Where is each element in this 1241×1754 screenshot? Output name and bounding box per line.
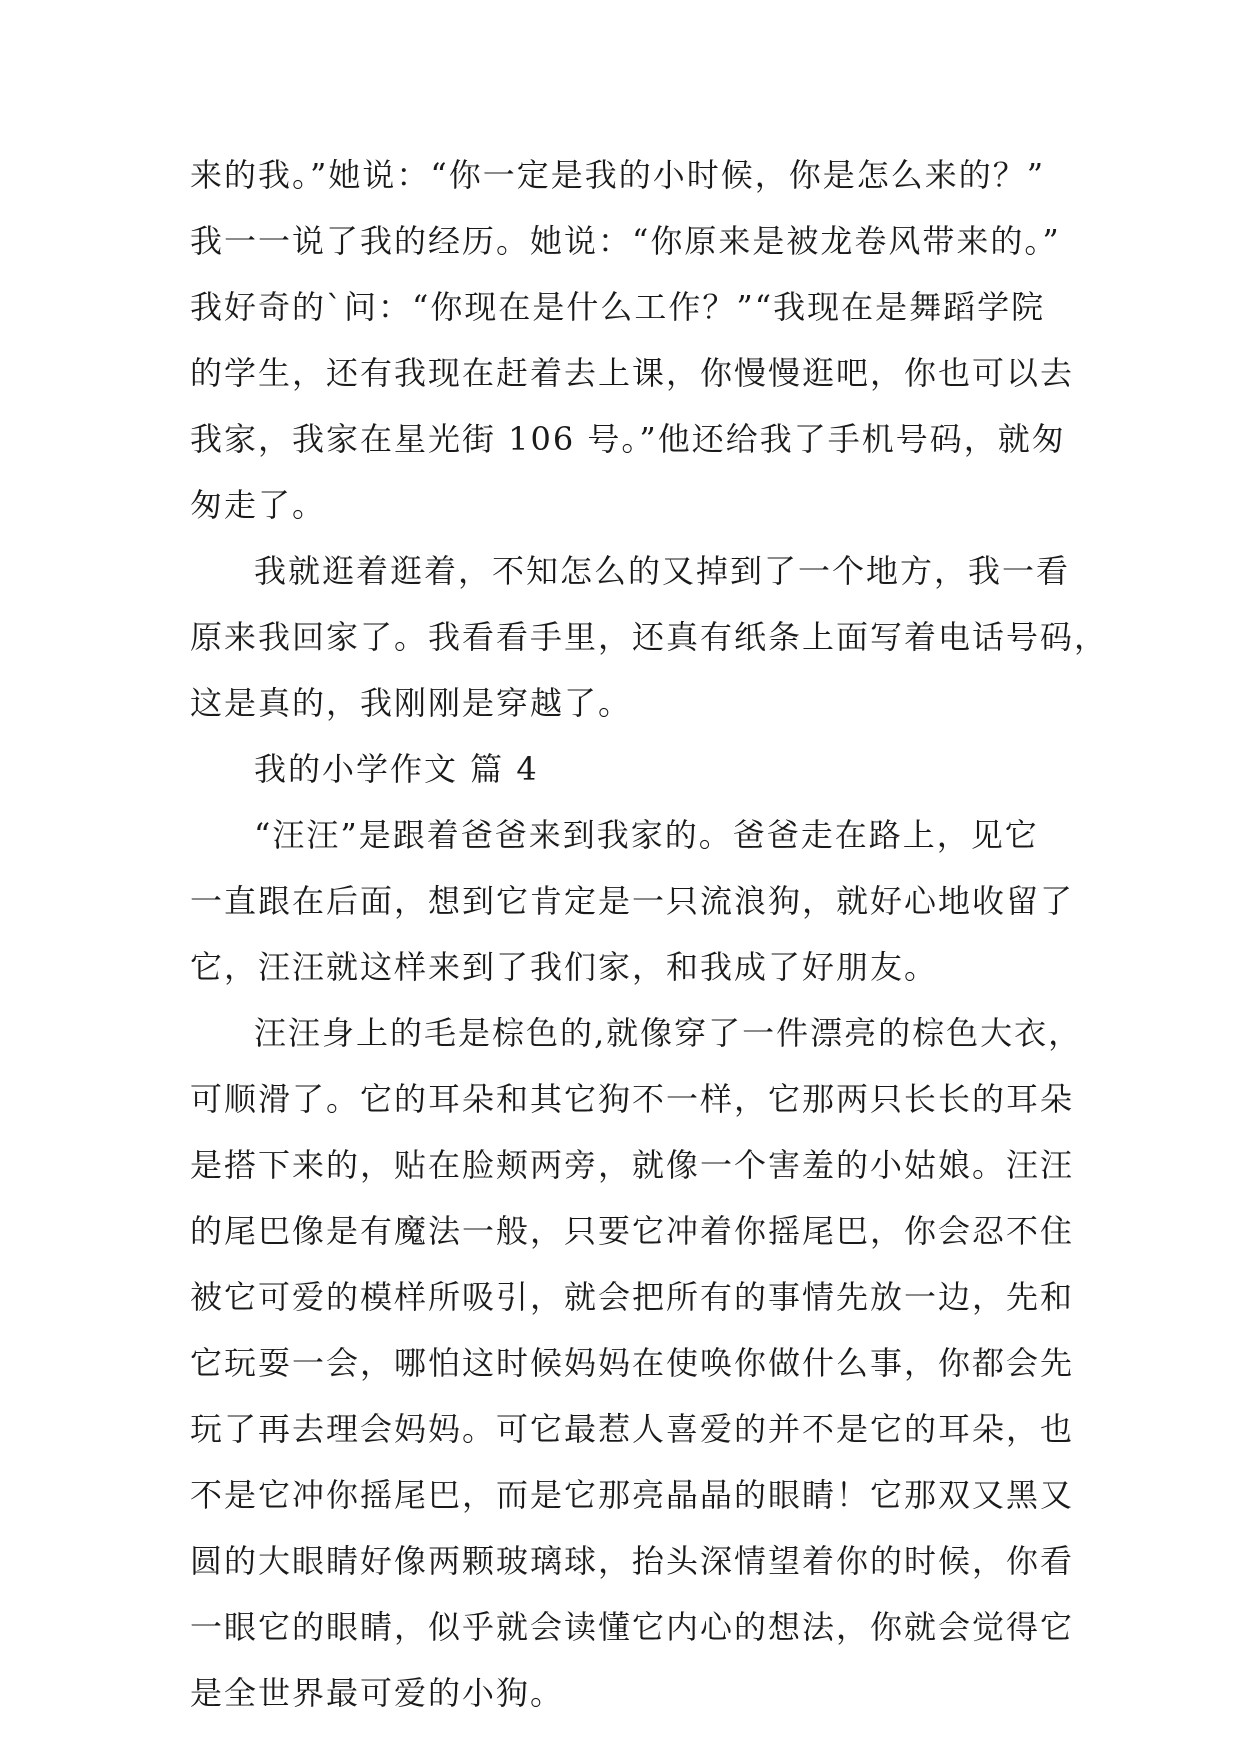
text-line: 原来我回家了。我看看手里，还真有纸条上面写着电话号码， bbox=[190, 618, 1109, 656]
text-line: 匆走了。 bbox=[190, 486, 327, 524]
text-line: 不是它冲你摇尾巴，而是它那亮晶晶的眼睛！它那双又黑又 bbox=[190, 1476, 1075, 1514]
paragraph-start-line: 我就逛着逛着，不知怎么的又掉到了一个地方，我一看 bbox=[254, 552, 1071, 590]
text-line: 一直跟在后面，想到它肯定是一只流浪狗，就好心地收留了 bbox=[190, 882, 1075, 920]
text-line: 我好奇的`问：“你现在是什么工作？”“我现在是舞蹈学院 bbox=[190, 288, 1046, 326]
text-line: 来的我。”她说：“你一定是我的小时候，你是怎么来的？” bbox=[190, 156, 1046, 194]
document-body bbox=[190, 142, 1109, 1726]
text-line: 被它可爱的模样所吸引，就会把所有的事情先放一边，先和 bbox=[190, 1278, 1075, 1316]
text-line: 的尾巴像是有魔法一般，只要它冲着你摇尾巴，你会忍不住 bbox=[190, 1212, 1075, 1250]
text-line: 它，汪汪就这样来到了我们家，和我成了好朋友。 bbox=[190, 948, 939, 986]
paragraph-start-line: 汪汪身上的毛是棕色的,就像穿了一件漂亮的棕色大衣， bbox=[254, 1014, 1083, 1052]
text-line: 一眼它的眼睛，似乎就会读懂它内心的想法，你就会觉得它 bbox=[190, 1608, 1075, 1646]
text-line: 它玩耍一会，哪怕这时候妈妈在使唤你做什么事，你都会先 bbox=[190, 1344, 1075, 1382]
paragraph-start-line: “汪汪”是跟着爸爸来到我家的。爸爸走在路上，见它 bbox=[254, 816, 1039, 854]
text-line: 这是真的，我刚刚是穿越了。 bbox=[190, 684, 633, 722]
text-line: 圆的大眼睛好像两颗玻璃球，抬头深情望着你的时候，你看 bbox=[190, 1542, 1075, 1580]
section-heading: 我的小学作文 篇 4 bbox=[254, 750, 539, 788]
text-line: 我家，我家在星光街 106 号。”他还给我了手机号码，就匆 bbox=[190, 420, 1066, 458]
text-line: 玩了再去理会妈妈。可它最惹人喜爱的并不是它的耳朵，也 bbox=[190, 1410, 1075, 1448]
text-line: 我一一说了我的经历。她说：“你原来是被龙卷风带来的。” bbox=[190, 222, 1061, 260]
text-line: 的学生，还有我现在赶着去上课，你慢慢逛吧，你也可以去 bbox=[190, 354, 1075, 392]
text-line: 可顺滑了。它的耳朵和其它狗不一样，它那两只长长的耳朵 bbox=[190, 1080, 1075, 1118]
text-line: 是全世界最可爱的小狗。 bbox=[190, 1674, 565, 1712]
text-line: 是搭下来的，贴在脸颊两旁，就像一个害羞的小姑娘。汪汪 bbox=[190, 1146, 1075, 1184]
